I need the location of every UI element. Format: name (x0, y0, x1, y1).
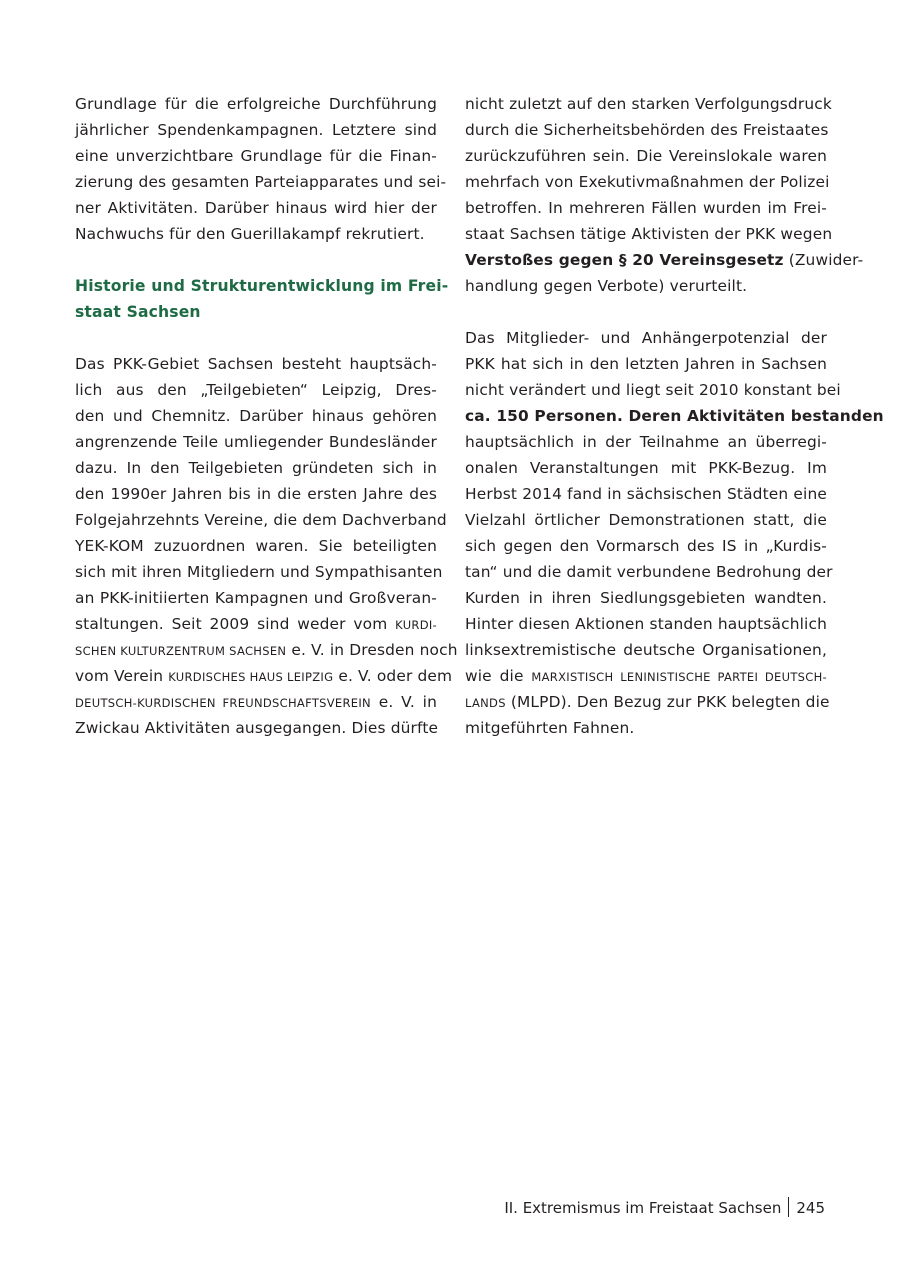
text-fragment: staltungen. Seit 2009 sind weder vom (75, 615, 388, 633)
text-line: Herbst 2014 fand in sächsischen Städten eine (465, 485, 827, 503)
text-line: mitgeführten Fahnen. (465, 719, 635, 737)
right-paragraph-1 (465, 91, 864, 299)
text-line: den 1990er Jahren bis in die ersten Jahre des (75, 485, 437, 503)
text-line (75, 637, 458, 663)
text-line: Das PKK-Gebiet Sachsen besteht hauptsäch- (75, 355, 437, 373)
text-fragment: e. V. in Dresden noch (286, 641, 458, 659)
text-line: angrenzende Teile umliegender Bundesländer (75, 433, 437, 451)
text-line: YEK-KOM zuzuordnen waren. Sie beteiligten (75, 537, 437, 555)
text-line (75, 611, 437, 637)
text-fragment: wie die (465, 667, 532, 685)
text-line: Kurden in ihren Siedlungsgebieten wandten. (465, 589, 827, 607)
page-number: 245 (796, 1199, 825, 1217)
text-line: sich gegen den Vormarsch des IS in „Kurdis- (465, 537, 827, 555)
text-line: durch die Sicherheitsbehörden des Freistaates (465, 121, 829, 139)
section-heading (75, 273, 449, 325)
footer-divider (788, 1197, 789, 1217)
text-line: zierung des gesamten Parteiapparates und sei- (75, 173, 447, 191)
text-fragment: (Zuwider- (783, 251, 864, 269)
text-line: mehrfach von Exekutivmaßnahmen der Polizei (465, 173, 830, 191)
small-caps-fragment: DEUTSCH-KURDISCHEN FREUNDSCHAFTSVEREIN (75, 696, 371, 710)
small-caps-fragment: MARXISTISCH LENINISTISCHE PARTEI DEUTSCH- (531, 670, 827, 684)
text-line: linksextremistische deutsche Organisationen, (465, 641, 827, 659)
text-line: nicht verändert und liegt seit 2010 konstant bei (465, 381, 841, 399)
text-line: den und Chemnitz. Darüber hinaus gehören (75, 407, 437, 425)
text-line (75, 689, 437, 715)
text-line: ca. 150 Personen. Deren Aktivitäten bestanden (465, 407, 884, 425)
text-line: ner Aktivitäten. Darüber hinaus wird hier der (75, 199, 437, 217)
text-fragment: vom Verein (75, 667, 169, 685)
text-line: Das Mitglieder- und Anhängerpotenzial der (465, 329, 827, 347)
text-line: sich mit ihren Mitgliedern und Sympathisanten (75, 563, 443, 581)
text-line (465, 247, 864, 273)
footer-section-title: II. Extremismus im Freistaat Sachsen (504, 1199, 782, 1217)
text-fragment: e. V. in (370, 693, 437, 711)
left-paragraph-1 (75, 91, 447, 247)
text-line: PKK hat sich in den letzten Jahren in Sachsen (465, 355, 827, 373)
text-line: betroffen. In mehreren Fällen wurden im Frei- (465, 199, 827, 217)
text-line: zurückzuführen sein. Die Vereinslokale waren (465, 147, 827, 165)
text-line: onalen Veranstaltungen mit PKK-Bezug. Im (465, 459, 827, 477)
text-line (465, 663, 827, 689)
heading-line: staat Sachsen (75, 303, 201, 321)
right-paragraph-2 (465, 325, 884, 741)
page-footer (504, 1197, 825, 1217)
text-line: nicht zuletzt auf den starken Verfolgungsdruck (465, 95, 832, 113)
text-fragment: (MLPD). Den Bezug zur PKK belegten die (505, 693, 830, 711)
text-line: an PKK-initiierten Kampagnen und Großveran- (75, 589, 437, 607)
text-line: eine unverzichtbare Grundlage für die Finan- (75, 147, 437, 165)
text-line: Grundlage für die erfolgreiche Durchführung (75, 95, 437, 113)
text-line: Nachwuchs für den Guerillakampf rekrutiert. (75, 225, 425, 243)
text-line: staat Sachsen tätige Aktivisten der PKK wegen (465, 225, 833, 243)
text-line (75, 663, 453, 689)
text-line: handlung gegen Verbote) verurteilt. (465, 277, 748, 295)
small-caps-fragment: KURDISCHES HAUS LEIPZIG (168, 670, 334, 684)
small-caps-fragment: LANDS (465, 696, 506, 710)
text-line: lich aus den „Teilgebieten“ Leipzig, Dres- (75, 381, 437, 399)
text-fragment: e. V. oder dem (333, 667, 453, 685)
text-line: jährlicher Spendenkampagnen. Letztere sind (75, 121, 437, 139)
text-line: dazu. In den Teilgebieten gründeten sich in (75, 459, 437, 477)
heading-line: Historie und Strukturentwicklung im Frei- (75, 277, 449, 295)
small-caps-fragment: SCHEN KULTURZENTRUM SACHSEN (75, 644, 287, 658)
text-line: tan“ und die damit verbundene Bedrohung der (465, 563, 833, 581)
text-line (465, 689, 830, 715)
text-line: hauptsächlich in der Teilnahme an überregi- (465, 433, 827, 451)
text-line: Hinter diesen Aktionen standen hauptsächlich (465, 615, 827, 633)
bold-fragment: Verstoßes gegen § 20 Vereinsgesetz (465, 251, 784, 269)
left-paragraph-2 (75, 351, 458, 741)
text-line: Zwickau Aktivitäten ausgegangen. Dies dürfte (75, 719, 439, 737)
text-line: Folgejahrzehnts Vereine, die dem Dachverband (75, 511, 447, 529)
right-column (465, 91, 884, 741)
text-line: Vielzahl örtlicher Demonstrationen statt, die (465, 511, 827, 529)
left-column (75, 91, 458, 741)
small-caps-fragment: KURDI- (395, 618, 437, 632)
